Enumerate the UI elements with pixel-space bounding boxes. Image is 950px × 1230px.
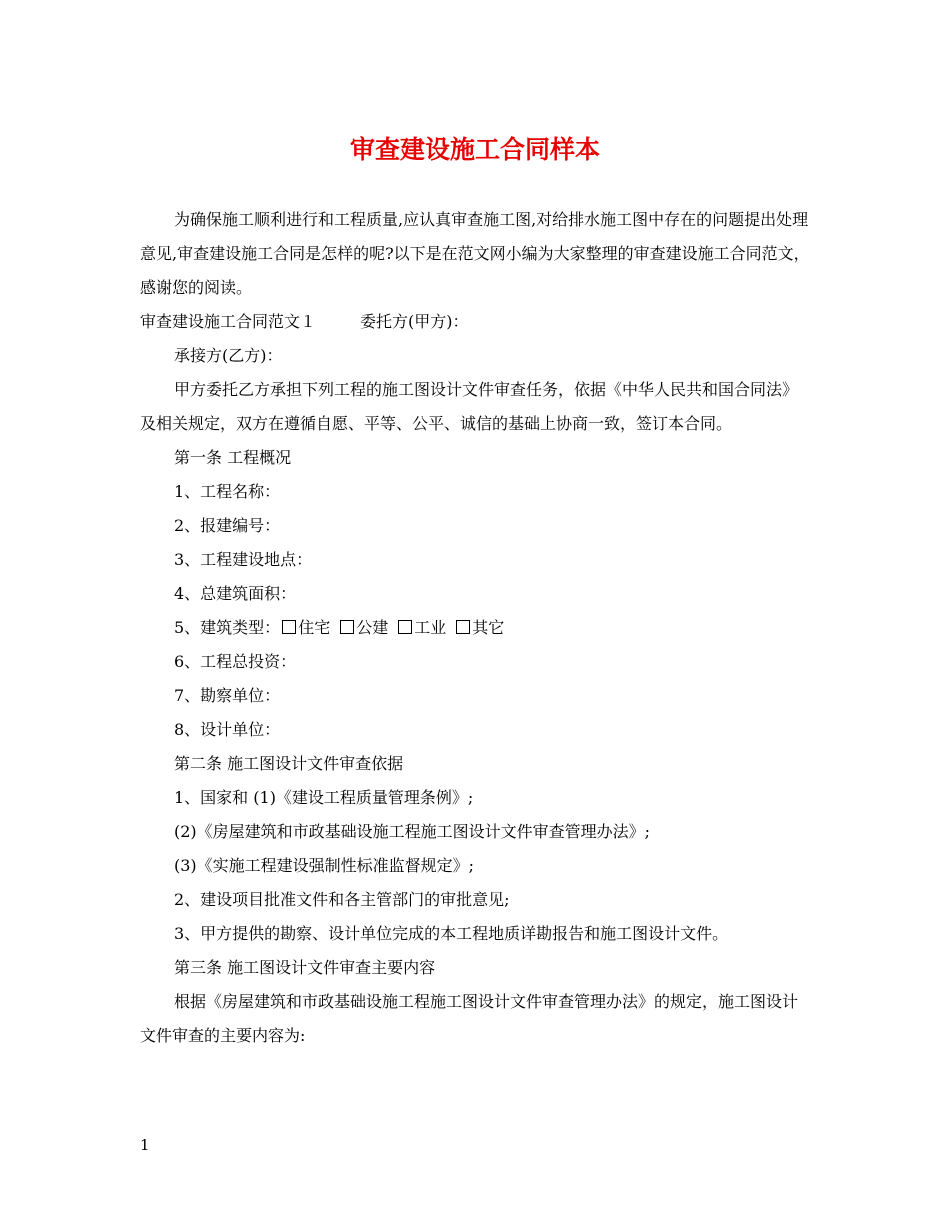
article-1-item: 2、报建编号： xyxy=(174,516,281,535)
intro-paragraph: 为确保施工顺利进行和工程质量,应认真审查施工图,对给排水施工图中存在的问题提出处理意见,审查建设施工合同是怎样的呢?以下是在范文网小编为大家整理的审查建设施工合同范文，感谢您的阅读。 xyxy=(140,210,810,297)
page-number: 1 xyxy=(140,1136,150,1154)
article-3-heading: 第三条 施工图设计文件审查主要内容 xyxy=(174,958,436,977)
article-2-line: 3、甲方提供的勘察、设计单位完成的本工程地质详勘报告和施工图设计文件。 xyxy=(174,924,729,943)
checkbox-icon[interactable] xyxy=(340,620,354,634)
option-label: 工业 xyxy=(414,618,447,637)
article-1-item: 3、工程建设地点： xyxy=(174,550,313,569)
article-1-item: 1、工程名称： xyxy=(174,482,281,501)
option-public xyxy=(338,618,388,637)
option-industrial xyxy=(396,618,446,637)
article-1-item: 4、总建筑面积： xyxy=(174,584,297,603)
article-1-item: 6、工程总投资： xyxy=(174,652,297,671)
article-2-line: 1、国家和 (1)《建设工程质量管理条例》; xyxy=(174,788,474,807)
building-type-label: 5、建筑类型： xyxy=(174,618,281,637)
option-label: 其它 xyxy=(472,618,505,637)
article-2-line: (2)《房屋建筑和市政基础设施工程施工图设计文件审查管理办法》; xyxy=(174,822,651,841)
checkbox-icon[interactable] xyxy=(398,620,412,634)
option-label: 住宅 xyxy=(298,618,331,637)
article-1-item: 7、勘察单位： xyxy=(174,686,281,705)
option-residential xyxy=(280,618,330,637)
document-body xyxy=(140,203,812,1053)
preamble-paragraph: 甲方委托乙方承担下列工程的施工图设计文件审查任务，依据《中华人民共和国合同法》及相关规定，双方在遵循自愿、平等、公平、诚信的基础上协商一致，签订本合同。 xyxy=(140,380,799,433)
checkbox-icon[interactable] xyxy=(282,620,296,634)
option-label: 公建 xyxy=(356,618,389,637)
article-3-paragraph: 根据《房屋建筑和市政基础设施工程施工图设计文件审查管理办法》的规定，施工图设计文件审查的主要内容为: xyxy=(140,992,799,1045)
party-a-label: 委托方(甲方)： xyxy=(360,312,469,331)
building-type-line xyxy=(140,611,812,645)
sample-heading-line xyxy=(140,305,812,339)
article-2-heading: 第二条 施工图设计文件审查依据 xyxy=(174,754,404,773)
article-2-line: (3)《实施工程建设强制性标准监督规定》; xyxy=(174,856,475,875)
document-title: 审查建设施工合同样本 xyxy=(349,135,600,164)
checkbox-icon[interactable] xyxy=(456,620,470,634)
party-b-label: 承接方(乙方)： xyxy=(174,346,283,365)
article-2-line: 2、建设项目批准文件和各主管部门的审批意见; xyxy=(174,890,510,909)
sample-label: 审查建设施工合同范文１ xyxy=(140,312,317,331)
article-1-item: 8、设计单位： xyxy=(174,720,281,739)
article-1-heading: 第一条 工程概况 xyxy=(174,448,292,467)
option-other xyxy=(454,618,504,637)
